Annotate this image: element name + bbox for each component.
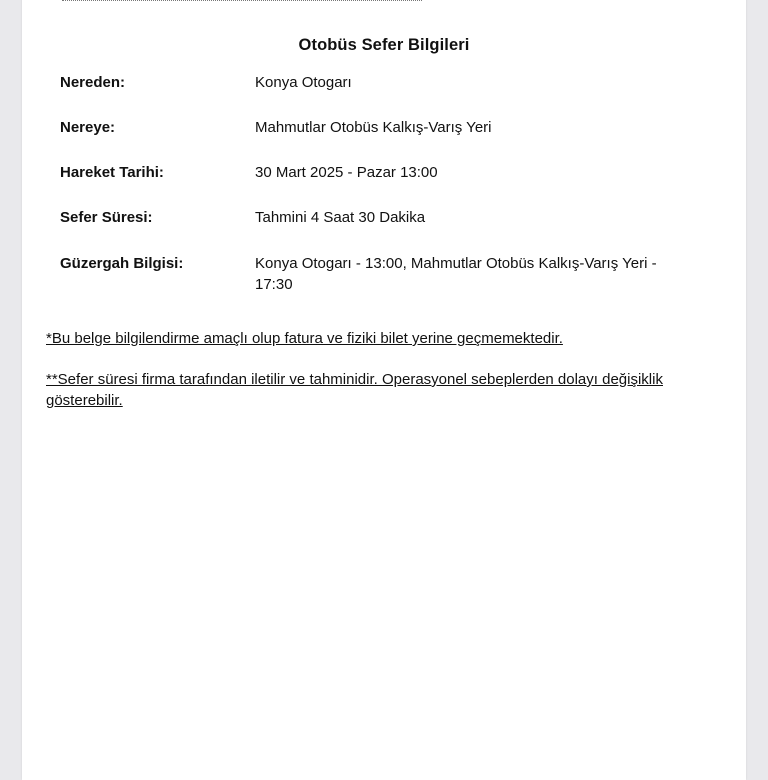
route-label: Güzergah Bilgisi: bbox=[60, 255, 184, 272]
from-label: Nereden: bbox=[60, 74, 126, 91]
document-page bbox=[22, 0, 746, 780]
duration-note: **Sefer süresi firma tarafından iletilir ve tahminidir. Operasyonel sebeplerden dolayı değişiklik gösterebilir. bbox=[46, 371, 663, 409]
page-title: Otobüs Sefer Bilgileri bbox=[298, 36, 470, 54]
from-value: Konya Otogarı bbox=[255, 74, 352, 91]
to-label: Nereye: bbox=[60, 119, 116, 136]
departure-date-label: Hareket Tarihi: bbox=[60, 164, 164, 181]
duration-value: Tahmini 4 Saat 30 Dakika bbox=[255, 209, 426, 226]
departure-date-value: 30 Mart 2025 - Pazar 13:00 bbox=[255, 164, 438, 181]
disclaimer-note: *Bu belge bilgilendirme amaçlı olup fatura ve fiziki bilet yerine geçmemektedir. bbox=[46, 330, 563, 347]
to-value: Mahmutlar Otobüs Kalkış-Varış Yeri bbox=[255, 119, 492, 136]
cropped-top-text bbox=[62, 0, 422, 2]
duration-label: Sefer Süresi: bbox=[60, 209, 153, 226]
route-value: Konya Otogarı - 13:00, Mahmutlar Otobüs Kalkış-Varış Yeri - 17:30 bbox=[255, 255, 657, 293]
